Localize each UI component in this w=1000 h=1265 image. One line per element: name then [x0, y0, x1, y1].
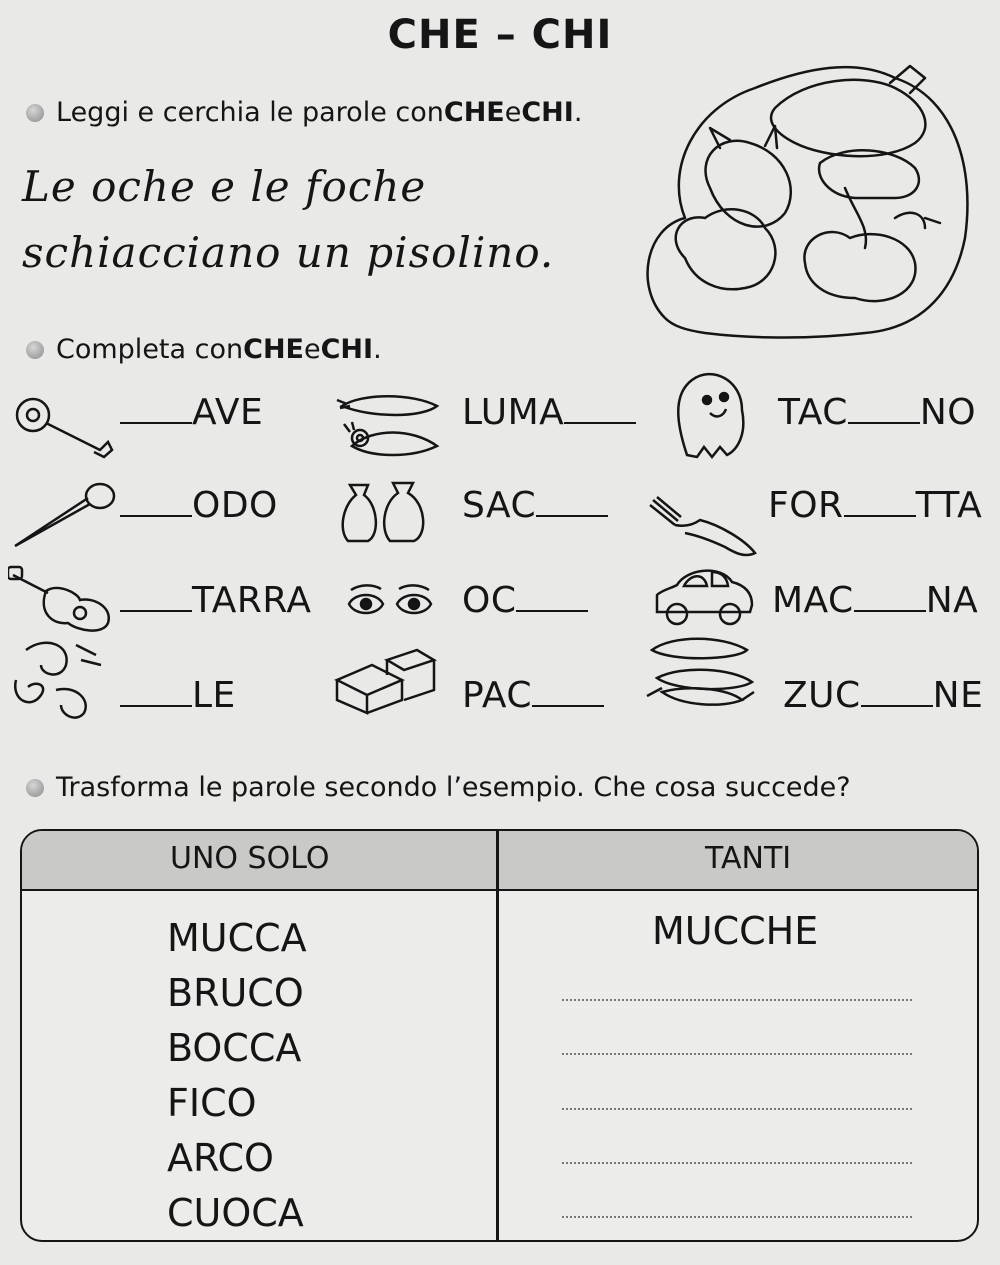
- instruction-text: .: [373, 334, 382, 365]
- key-icon: [8, 395, 120, 465]
- exercise-item[interactable]: [772, 580, 978, 621]
- answer-blank[interactable]: [848, 421, 920, 424]
- word-fragment: TTA: [915, 485, 983, 526]
- instruction-text: e: [303, 334, 321, 365]
- answer-blank[interactable]: [120, 609, 192, 612]
- sleeping-animals-illustration: [625, 48, 980, 343]
- instruction-text: .: [573, 97, 583, 128]
- instruction-text: Leggi e cerchia le parole con: [56, 97, 444, 128]
- instruction-transform: [26, 772, 851, 803]
- answer-blank[interactable]: [532, 704, 604, 707]
- exercise-item[interactable]: [778, 392, 976, 433]
- word-fragment: OC: [462, 580, 517, 621]
- word-fragment: NE: [932, 675, 984, 716]
- answer-line[interactable]: [562, 1216, 912, 1218]
- word-fragment: ZUC: [783, 675, 861, 716]
- column-header-uno-solo: UNO SOLO: [170, 841, 330, 876]
- singular-word: MUCCA: [167, 916, 307, 960]
- exercise-item[interactable]: [462, 580, 588, 621]
- exercise-item[interactable]: [120, 580, 312, 621]
- singular-word: CUOCA: [167, 1191, 304, 1235]
- answer-line[interactable]: [562, 1108, 912, 1110]
- answer-blank[interactable]: [120, 704, 192, 707]
- answer-line[interactable]: [562, 999, 912, 1001]
- keyword-che: CHE: [243, 334, 304, 365]
- column-divider: [496, 831, 499, 1240]
- answer-blank[interactable]: [120, 514, 192, 517]
- column-header-tanti: TANTI: [705, 841, 792, 876]
- instruction-text: e: [504, 97, 522, 128]
- cheese-icon: [332, 645, 437, 715]
- ghost-icon: [662, 365, 752, 460]
- exercise-item[interactable]: [462, 485, 608, 526]
- exercise-item[interactable]: [120, 485, 278, 526]
- bullet-icon: [26, 104, 44, 122]
- guitar-icon: [8, 565, 120, 635]
- exercise-item[interactable]: [120, 392, 263, 433]
- instruction-text: Completa con: [56, 334, 244, 365]
- eyes-icon: [345, 584, 435, 624]
- bullet-icon: [26, 779, 44, 797]
- answer-blank[interactable]: [516, 609, 588, 612]
- answer-blank[interactable]: [861, 704, 933, 707]
- word-fragment: LE: [192, 675, 236, 716]
- singular-word: FICO: [167, 1081, 257, 1125]
- word-fragment: FOR: [768, 485, 844, 526]
- keyword-che: CHE: [443, 97, 505, 128]
- keyword-chi: CHI: [320, 334, 374, 365]
- snail-icon: [332, 388, 447, 463]
- word-fragment: NO: [919, 392, 977, 433]
- sacks-icon: [338, 475, 433, 545]
- word-fragment: MAC: [772, 580, 854, 621]
- cursive-sentence-line-2[interactable]: schiacciano un pisolino.: [22, 228, 555, 277]
- singular-word: ARCO: [167, 1136, 274, 1180]
- word-fragment: AVE: [192, 392, 264, 433]
- singular-word-list: [167, 911, 307, 1241]
- page-title: CHE – CHI: [387, 12, 613, 58]
- table-header: [22, 831, 977, 891]
- word-fragment: PAC: [462, 675, 533, 716]
- word-fragment: TARRA: [192, 580, 312, 621]
- pin-icon: [10, 478, 120, 550]
- word-fragment: LUMA: [462, 392, 565, 433]
- instruction-complete: [26, 334, 382, 365]
- instruction-read-circle: [26, 97, 582, 128]
- sausages-icon: [642, 630, 757, 710]
- bullet-icon: [26, 341, 44, 359]
- exercise-item[interactable]: [120, 675, 236, 716]
- answer-blank[interactable]: [564, 421, 636, 424]
- exercise-item[interactable]: [462, 392, 636, 433]
- exercise-item[interactable]: [783, 675, 983, 716]
- answer-blank[interactable]: [844, 514, 916, 517]
- plural-table: [20, 829, 979, 1242]
- singular-word: BRUCO: [167, 971, 304, 1015]
- shrimp-icon: [6, 635, 106, 723]
- answer-blank[interactable]: [536, 514, 608, 517]
- cursive-sentence-line-1[interactable]: Le oche e le foche: [22, 162, 427, 211]
- answer-line[interactable]: [562, 1162, 912, 1164]
- exercise-item[interactable]: [462, 675, 604, 716]
- keyword-chi: CHI: [521, 97, 574, 128]
- singular-word: BOCCA: [167, 1026, 302, 1070]
- word-fragment: ODO: [192, 485, 278, 526]
- word-fragment: SAC: [462, 485, 537, 526]
- word-fragment: TAC: [778, 392, 848, 433]
- instruction-text: Trasforma le parole secondo l’esempio. Che cosa succede?: [56, 772, 851, 803]
- answer-line[interactable]: [562, 1053, 912, 1055]
- answer-blank[interactable]: [120, 421, 192, 424]
- exercise-item[interactable]: [768, 485, 982, 526]
- word-fragment: NA: [925, 580, 979, 621]
- fork-icon: [645, 495, 760, 560]
- answer-blank[interactable]: [854, 609, 926, 612]
- example-plural: MUCCHE: [652, 909, 819, 953]
- car-icon: [652, 560, 757, 630]
